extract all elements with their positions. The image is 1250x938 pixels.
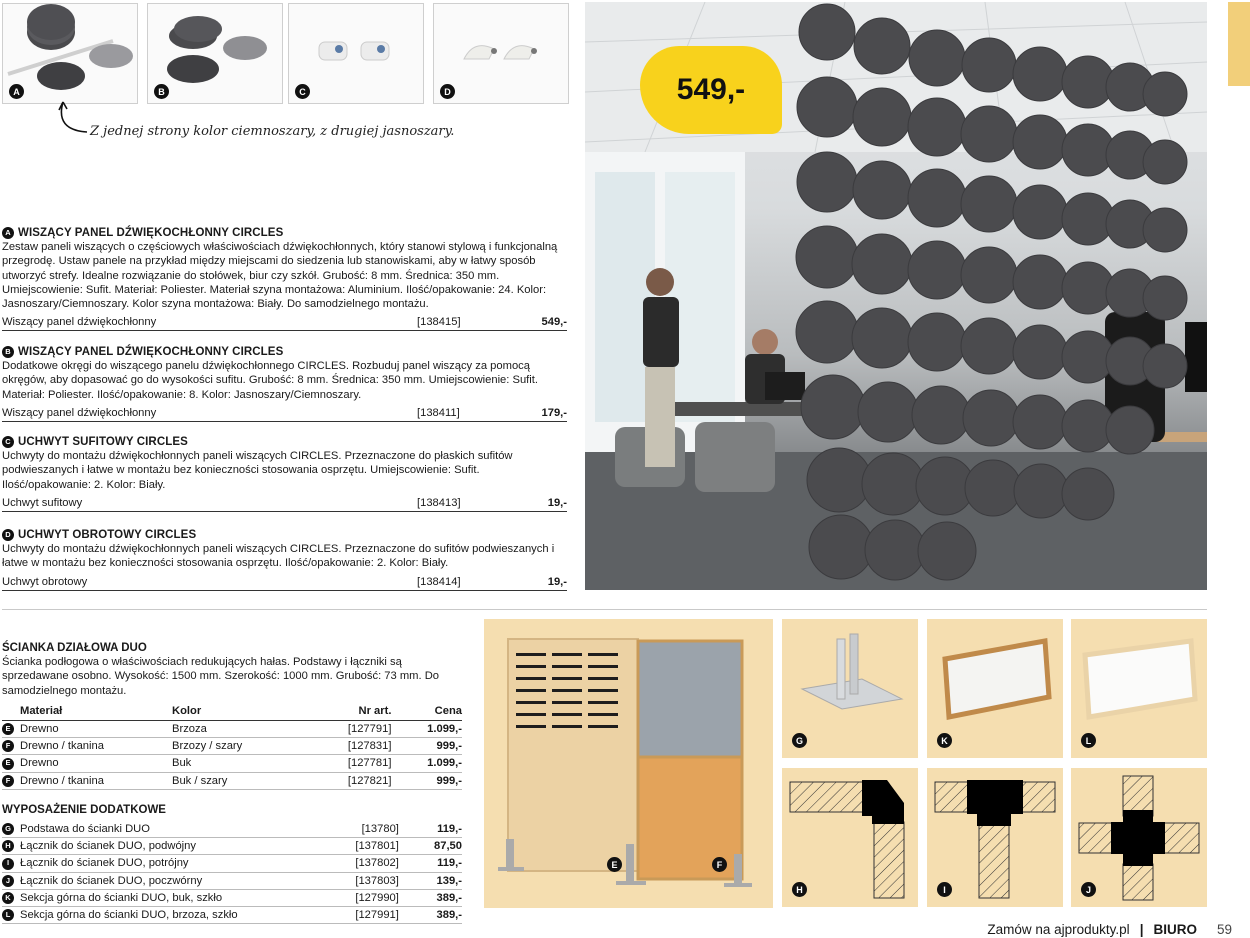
letter-badge: C: [2, 436, 14, 448]
row-price: 19,-: [547, 575, 567, 588]
accessory-name: Łącznik do ścianek DUO, potrójny: [20, 857, 189, 870]
material-cell: [2, 738, 172, 755]
page-number: 59: [1216, 922, 1232, 937]
accessory-name: Sekcja górna do ścianki DUO, brzoza, szkło: [20, 909, 238, 922]
duo-table: [2, 702, 462, 790]
row-code: [138415]: [417, 316, 461, 329]
accessory-name-cell: [2, 907, 312, 924]
row-name: Wiszący panel dźwiękochłonny: [2, 316, 157, 329]
row-price: 549,-: [541, 316, 567, 329]
price-cell: 119,-: [413, 821, 462, 838]
price-cell: 389,-: [413, 907, 462, 924]
product-description: Dodatkowe okręgi do wiszącego panelu dźwiękochłonnego CIRCLES. Rozbuduj panel wiszący za pomocą okręgów, aby dopasować go do wysokości sufitu. Grubość: 8 mm. Średnica: 350 mm. Umiejscowienie: Sufit. Materiał: Poliester. Ilość/opakowanie: 8. Kolor: Jasnoszary/Ciemnoszary.: [2, 360, 538, 401]
table-header: [2, 702, 462, 721]
header-material: Materiał: [2, 702, 172, 721]
color-cell: Buk: [172, 755, 312, 772]
panel-l: [1071, 619, 1207, 758]
product-d: [2, 528, 567, 591]
footer-separator: |: [1139, 922, 1144, 937]
footer-link[interactable]: Zamów na ajprodukty.pl: [987, 922, 1130, 937]
panel-j: [1071, 768, 1207, 907]
letter-badge: J: [1081, 882, 1096, 897]
table-row: [2, 821, 462, 838]
table-row: [2, 755, 462, 772]
page-footer: [987, 922, 1232, 937]
letter-badge: F: [2, 740, 14, 752]
material-text: Drewno: [20, 757, 59, 770]
letter-badge: J: [2, 875, 14, 887]
color-cell: Brzoza: [172, 721, 312, 738]
letter-badge: E: [2, 723, 14, 735]
table-row: [2, 838, 462, 855]
price-tag: 549,-: [640, 46, 782, 134]
letter-badge: K: [937, 733, 952, 748]
code-cell: [127781]: [312, 755, 405, 772]
letter-badge: F: [712, 857, 727, 872]
row-price: 19,-: [547, 496, 567, 509]
price-cell: 389,-: [413, 889, 462, 906]
letter-badge: C: [295, 84, 310, 99]
code-cell: [127791]: [312, 721, 405, 738]
table-row: [2, 721, 462, 738]
price-cell: 119,-: [413, 855, 462, 872]
duo-title: ŚCIANKA DZIAŁOWA DUO: [2, 642, 147, 654]
letter-badge: D: [2, 529, 14, 541]
product-row: [2, 495, 567, 512]
product-title-text: UCHWYT OBROTOWY CIRCLES: [18, 529, 197, 541]
hand-note: Z jednej strony kolor ciemnoszary, z drugiej jasnoszary.: [90, 124, 455, 139]
header-price: Cena: [405, 702, 462, 721]
letter-badge: A: [2, 227, 14, 239]
product-description: Uchwyty do montażu dźwiękochłonnych paneli wiszących CIRCLES. Przeznaczone do płaskich sufitów podwieszanych i łatwe w montażu bez konieczności stosowania osprzętu. Umiejscowienie: Sufit. Ilość/opakowanie: 2. Kolor: Biały.: [2, 450, 513, 491]
letter-badge: A: [9, 84, 24, 99]
material-text: Drewno / tkanina: [20, 740, 104, 753]
product-title-text: WISZĄCY PANEL DŹWIĘKOCHŁONNY CIRCLES: [18, 227, 284, 239]
section-tab: [1228, 2, 1250, 86]
accessory-name: Sekcja górna do ścianki DUO, buk, szkło: [20, 891, 223, 904]
panel-h: [782, 768, 918, 907]
product-b: [2, 345, 567, 422]
product-title-text: UCHWYT SUFITOWY CIRCLES: [18, 436, 188, 448]
duo-partition-image: [484, 619, 773, 908]
row-name: Uchwyt obrotowy: [2, 575, 88, 588]
code-cell: [137801]: [312, 838, 413, 855]
letter-badge: B: [154, 84, 169, 99]
table-row: [2, 872, 462, 889]
accessories-table: [2, 821, 462, 924]
code-cell: [137802]: [312, 855, 413, 872]
product-row: [2, 574, 567, 591]
letter-badge: G: [792, 733, 807, 748]
letter-badge: E: [607, 857, 622, 872]
letter-badge: L: [1081, 733, 1096, 748]
code-cell: [127990]: [312, 889, 413, 906]
accessory-name-cell: [2, 889, 312, 906]
header-code: Nr art.: [312, 702, 405, 721]
code-cell: [127821]: [312, 772, 405, 789]
material-cell: [2, 721, 172, 738]
product-title-text: WISZĄCY PANEL DŹWIĘKOCHŁONNY CIRCLES: [18, 346, 284, 358]
letter-badge: G: [2, 823, 14, 835]
product-title: [2, 528, 567, 542]
price-cell: 999,-: [405, 772, 462, 789]
table-row: [2, 738, 462, 755]
product-title: [2, 226, 567, 240]
letter-badge: K: [2, 892, 14, 904]
header-color: Kolor: [172, 702, 312, 721]
panel-g: [782, 619, 918, 758]
letter-badge: F: [2, 775, 14, 787]
row-name: Uchwyt sufitowy: [2, 496, 83, 509]
row-code: [138413]: [417, 496, 461, 509]
price-cell: 1.099,-: [405, 721, 462, 738]
footer-section: BIURO: [1153, 922, 1197, 937]
section-divider: [2, 609, 1207, 610]
price-cell: 999,-: [405, 738, 462, 755]
row-price: 179,-: [541, 406, 567, 419]
letter-badge: E: [2, 758, 14, 770]
table-row: [2, 889, 462, 906]
letter-badge: H: [2, 840, 14, 852]
table-row: [2, 855, 462, 872]
product-description: Zestaw paneli wiszących o częściowych właściwościach dźwiękochłonnych, który stanowi stylową i funkcjonalną przegrodę. Ustaw panele na przykład między miejscami do siedzenia lub stanowiskami, aby w łatwy sposób utworzyć strefy. Idealne rozwiązanie do stołówek, biur czy szkół. Grubość: 8 mm. Średnica: 350 mm. Umiejscowienie: Sufit. Materiał: Poliester. Materiał szyna montażowa: Aluminium. Ilość/opakowanie: 24. Kolor: Jasnoszary/Ciemnoszary. Kolor szyna montażowa: Biały. Do samodzielnego montażu.: [2, 241, 558, 311]
accessory-name-cell: [2, 821, 312, 838]
letter-badge: L: [2, 909, 14, 921]
material-text: Drewno / tkanina: [20, 774, 104, 787]
letter-badge: D: [440, 84, 455, 99]
thumbnail-d: [433, 3, 569, 104]
letter-badge: I: [937, 882, 952, 897]
accessory-name: Łącznik do ścianek DUO, podwójny: [20, 840, 196, 853]
material-cell: [2, 772, 172, 789]
code-cell: [127991]: [312, 907, 413, 924]
material-cell: [2, 755, 172, 772]
code-cell: [137803]: [312, 872, 413, 889]
product-c: [2, 435, 567, 512]
row-name: Wiszący panel dźwiękochłonny: [2, 406, 157, 419]
price-cell: 1.099,-: [405, 755, 462, 772]
thumbnail-b: [147, 3, 283, 104]
arrow-icon: [55, 100, 95, 140]
product-title: [2, 435, 567, 449]
thumbnail-c: [288, 3, 424, 104]
accessory-name-cell: [2, 872, 312, 889]
table-row: [2, 907, 462, 924]
duo-section: [2, 641, 462, 924]
color-cell: Buk / szary: [172, 772, 312, 789]
material-text: Drewno: [20, 723, 59, 736]
panel-i: [927, 768, 1063, 907]
panel-k: [927, 619, 1063, 758]
product-description: Uchwyty do montażu dźwiękochłonnych paneli wiszących CIRCLES. Przeznaczone do sufitów podwieszanych i łatwe w montażu bez konieczności stosowania osprzętu. Ilość/opakowanie: 2. Kolor: Biały.: [2, 543, 555, 570]
letter-badge: B: [2, 346, 14, 358]
product-row: [2, 314, 567, 331]
row-code: [138411]: [417, 406, 460, 419]
accessory-name: Podstawa do ścianki DUO: [20, 823, 150, 836]
price-cell: 87,50: [413, 838, 462, 855]
accessory-name: Łącznik do ścianek DUO, poczwórny: [20, 874, 203, 887]
thumbnail-a: [2, 3, 138, 104]
accessories-title: WYPOSAŻENIE DODATKOWE: [2, 803, 166, 816]
price-cell: 139,-: [413, 872, 462, 889]
color-cell: Brzozy / szary: [172, 738, 312, 755]
product-a: [2, 226, 567, 331]
duo-description: Ścianka podłogowa o właściwościach redukujących hałas. Podstawy i łączniki są sprzedawane osobno. Wysokość: 1500 mm. Szerokość: 1000 mm. Grubość: 73 mm. Do samodzielnego montażu.: [2, 656, 440, 697]
partition-image-panel: [484, 619, 773, 908]
product-row: [2, 405, 567, 422]
product-title: [2, 345, 567, 359]
letter-badge: I: [2, 858, 14, 870]
accessory-name-cell: [2, 838, 312, 855]
code-cell: [13780]: [312, 821, 413, 838]
table-row: [2, 772, 462, 789]
letter-badge: H: [792, 882, 807, 897]
accessory-name-cell: [2, 855, 312, 872]
code-cell: [127831]: [312, 738, 405, 755]
row-code: [138414]: [417, 575, 461, 588]
